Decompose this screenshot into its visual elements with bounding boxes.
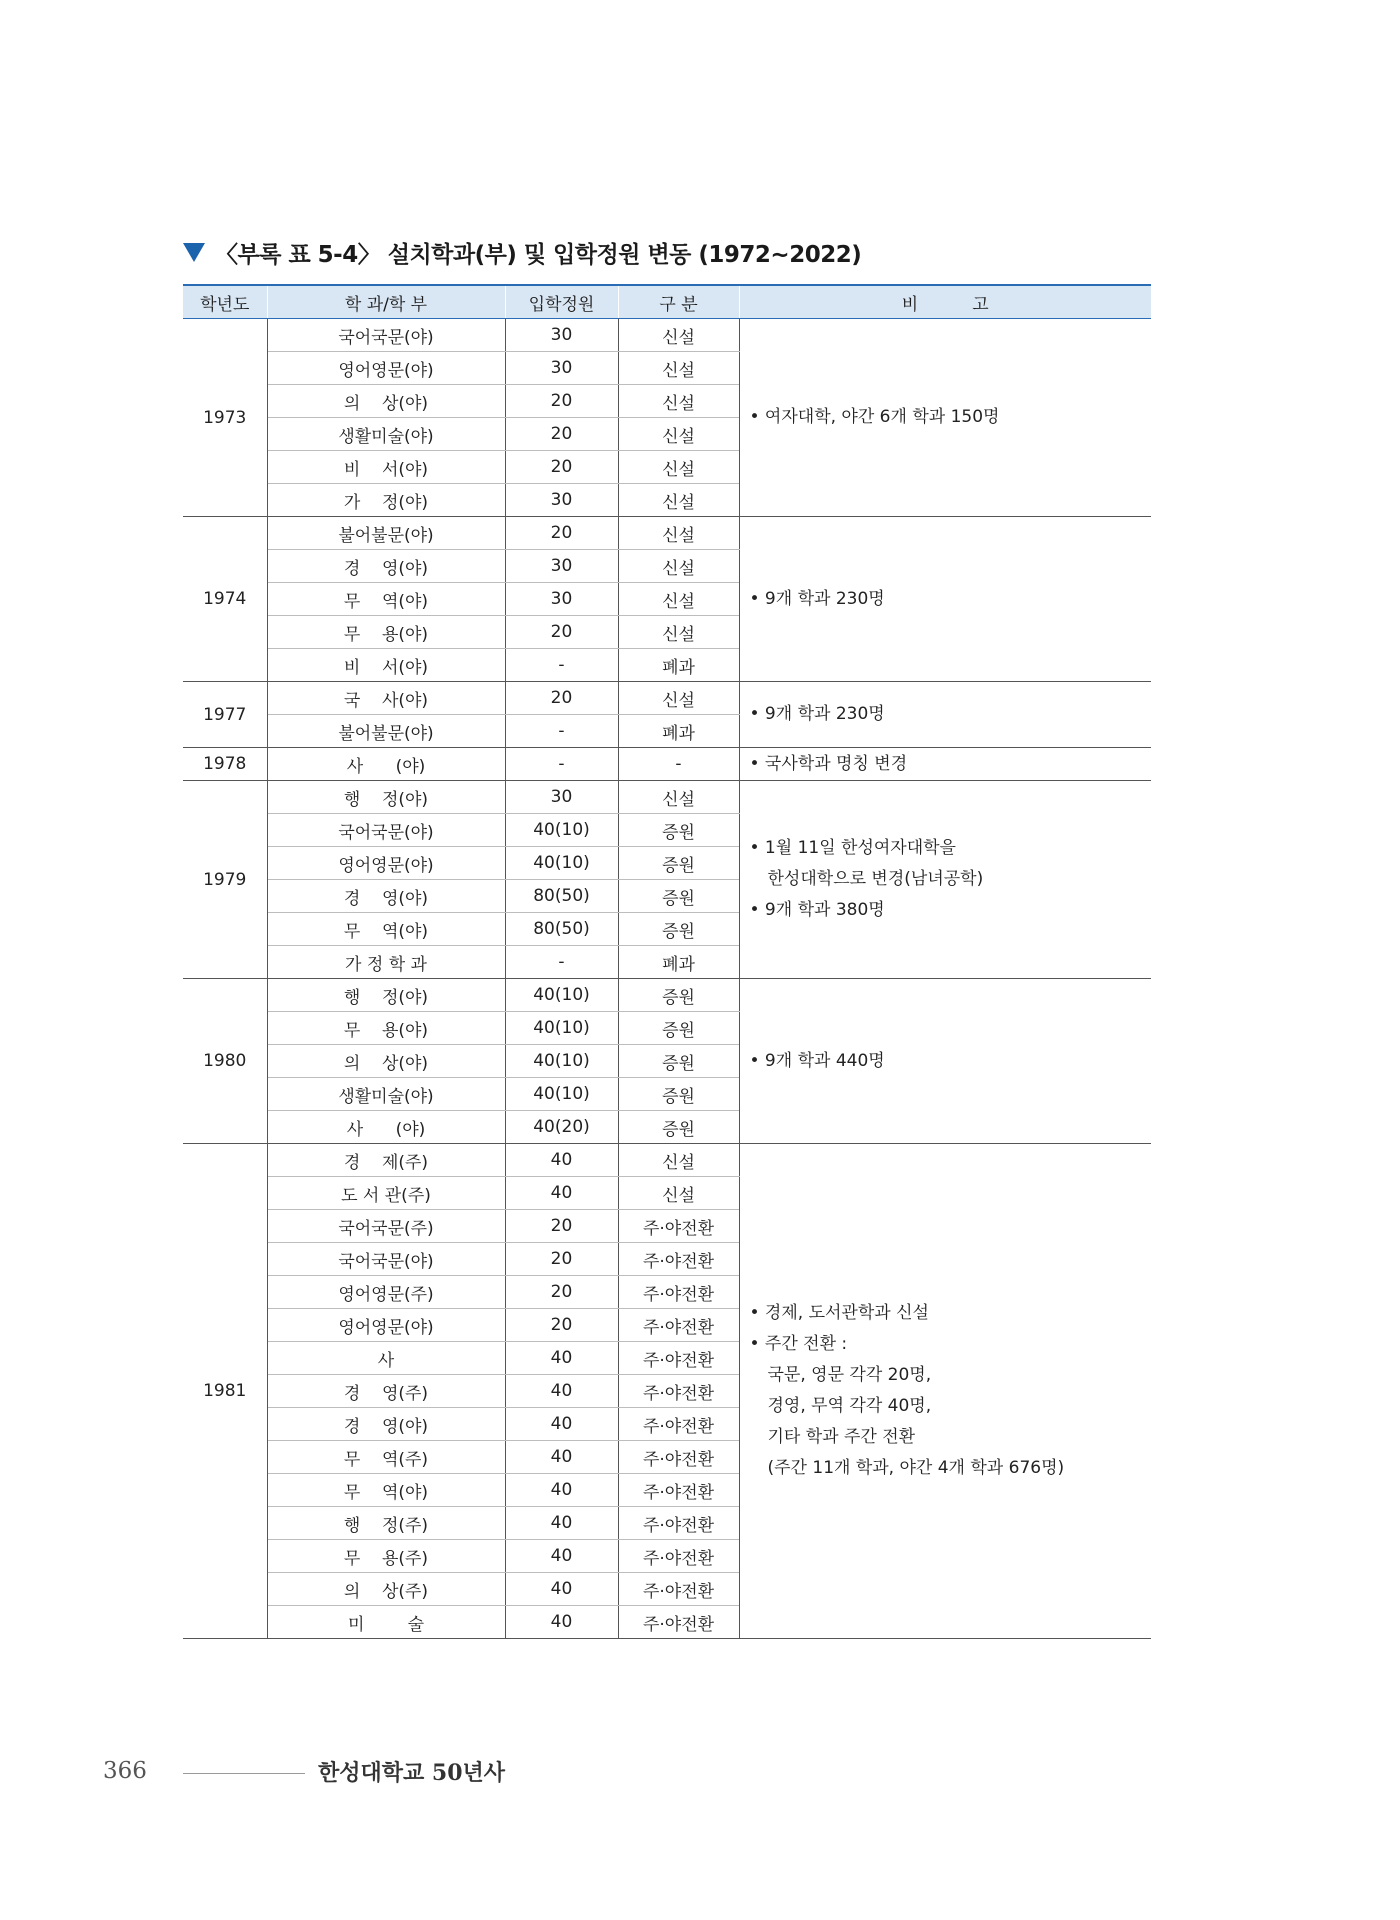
quota-cell: 20	[505, 1210, 618, 1243]
remarks-cell	[739, 682, 1151, 748]
quota-cell: 40	[505, 1177, 618, 1210]
quota-cell: 20	[505, 1276, 618, 1309]
department-cell: 의 상(야)	[267, 385, 505, 418]
department-cell: 영어영문(야)	[267, 847, 505, 880]
remark-line: • 9개 학과 230명	[749, 704, 885, 724]
quota-cell: 40(10)	[505, 847, 618, 880]
table-body	[183, 319, 1151, 1639]
department-cell: 국어국문(야)	[267, 319, 505, 352]
category-cell: 신설	[618, 352, 739, 385]
category-cell: 신설	[618, 418, 739, 451]
category-cell: 신설	[618, 1144, 739, 1177]
department-cell: 사	[267, 1342, 505, 1375]
year-cell: 1977	[183, 682, 267, 748]
quota-cell: -	[505, 946, 618, 979]
table-row	[183, 979, 1151, 1012]
remark-line: • 9개 학과 380명	[749, 900, 885, 920]
enrollment-table	[183, 284, 1151, 1639]
quota-cell: 20	[505, 682, 618, 715]
department-cell: 무 용(주)	[267, 1540, 505, 1573]
quota-cell: 30	[505, 550, 618, 583]
quota-cell: 40(10)	[505, 979, 618, 1012]
quota-cell: 30	[505, 319, 618, 352]
category-cell: 증원	[618, 847, 739, 880]
quota-cell: 40(10)	[505, 1045, 618, 1078]
department-cell: 경 제(주)	[267, 1144, 505, 1177]
quota-cell: 80(50)	[505, 913, 618, 946]
department-cell: 국어국문(주)	[267, 1210, 505, 1243]
category-cell: 폐과	[618, 715, 739, 748]
category-cell: 주·야전환	[618, 1441, 739, 1474]
quota-cell: 20	[505, 418, 618, 451]
remarks-cell	[739, 319, 1151, 517]
department-cell: 생활미술(야)	[267, 1078, 505, 1111]
category-cell: 주·야전환	[618, 1342, 739, 1375]
category-cell: 주·야전환	[618, 1474, 739, 1507]
header-remarks: 비 고	[739, 285, 1151, 319]
quota-cell: 40(20)	[505, 1111, 618, 1144]
year-cell: 1980	[183, 979, 267, 1144]
department-cell: 도 서 관(주)	[267, 1177, 505, 1210]
category-cell: 신설	[618, 781, 739, 814]
department-cell: 국어국문(야)	[267, 1243, 505, 1276]
department-cell: 미 술	[267, 1606, 505, 1639]
quota-cell: 40	[505, 1606, 618, 1639]
table-row	[183, 517, 1151, 550]
category-cell: 신설	[618, 1177, 739, 1210]
department-cell: 무 용(야)	[267, 1012, 505, 1045]
department-cell: 가 정 학 과	[267, 946, 505, 979]
header-quota: 입학정원	[505, 285, 618, 319]
quota-cell: 40	[505, 1342, 618, 1375]
quota-cell: -	[505, 649, 618, 682]
footer-divider	[183, 1773, 305, 1774]
department-cell: 불어불문(야)	[267, 517, 505, 550]
year-cell: 1973	[183, 319, 267, 517]
category-cell: 신설	[618, 682, 739, 715]
category-cell: 신설	[618, 451, 739, 484]
quota-cell: 40	[505, 1573, 618, 1606]
category-cell: 증원	[618, 1012, 739, 1045]
remark-line: • 1월 11일 한성여자대학을	[749, 838, 956, 858]
category-cell: 증원	[618, 814, 739, 847]
remarks-cell	[739, 517, 1151, 682]
quota-cell: 20	[505, 451, 618, 484]
remarks-cell	[739, 1144, 1151, 1639]
category-cell: 증원	[618, 913, 739, 946]
header-category: 구 분	[618, 285, 739, 319]
department-cell: 국어국문(야)	[267, 814, 505, 847]
quota-cell: -	[505, 715, 618, 748]
quota-cell: 40	[505, 1540, 618, 1573]
department-cell: 영어영문(야)	[267, 1309, 505, 1342]
department-cell: 행 정(야)	[267, 979, 505, 1012]
remark-line: • 9개 학과 230명	[749, 588, 885, 609]
department-cell: 무 역(야)	[267, 1474, 505, 1507]
quota-cell: 30	[505, 781, 618, 814]
table-header-row	[183, 285, 1151, 319]
department-cell: 행 정(주)	[267, 1507, 505, 1540]
quota-cell: 40(10)	[505, 1078, 618, 1111]
book-title: 한성대학교 50년사	[318, 1760, 506, 1786]
department-cell: 사 (야)	[267, 748, 505, 781]
department-cell: 사 (야)	[267, 1111, 505, 1144]
quota-cell: -	[505, 748, 618, 781]
table-row	[183, 748, 1151, 781]
quota-cell: 40(10)	[505, 814, 618, 847]
category-cell: 신설	[618, 484, 739, 517]
category-cell: 폐과	[618, 649, 739, 682]
category-cell: 신설	[618, 583, 739, 616]
remark-line: 기타 학과 주간 전환	[767, 1427, 916, 1447]
category-cell: 증원	[618, 979, 739, 1012]
department-cell: 무 용(야)	[267, 616, 505, 649]
category-cell: 주·야전환	[618, 1573, 739, 1606]
department-cell: 의 상(주)	[267, 1573, 505, 1606]
department-cell: 경 영(야)	[267, 880, 505, 913]
table-row	[183, 682, 1151, 715]
table-title	[183, 236, 861, 268]
category-cell: 신설	[618, 385, 739, 418]
department-cell: 무 역(야)	[267, 583, 505, 616]
quota-cell: 40	[505, 1441, 618, 1474]
table-row	[183, 319, 1151, 352]
category-cell: 주·야전환	[618, 1210, 739, 1243]
department-cell: 영어영문(야)	[267, 352, 505, 385]
category-cell: 신설	[618, 517, 739, 550]
category-cell: 주·야전환	[618, 1243, 739, 1276]
quota-cell: 30	[505, 484, 618, 517]
department-cell: 가 정(야)	[267, 484, 505, 517]
category-cell: 주·야전환	[618, 1606, 739, 1639]
year-cell: 1981	[183, 1144, 267, 1639]
triangle-marker-icon	[183, 243, 205, 262]
category-cell: 주·야전환	[618, 1507, 739, 1540]
remarks-cell	[739, 748, 1151, 781]
category-cell: 폐과	[618, 946, 739, 979]
remarks-cell	[739, 781, 1151, 979]
department-cell: 국 사(야)	[267, 682, 505, 715]
department-cell: 의 상(야)	[267, 1045, 505, 1078]
department-cell: 영어영문(주)	[267, 1276, 505, 1309]
quota-cell: 40	[505, 1408, 618, 1441]
table-row	[183, 781, 1151, 814]
category-cell: 신설	[618, 616, 739, 649]
category-cell: 증원	[618, 1111, 739, 1144]
department-cell: 불어불문(야)	[267, 715, 505, 748]
department-cell: 비 서(야)	[267, 451, 505, 484]
quota-cell: 40	[505, 1375, 618, 1408]
remark-line: • 경제, 도서관학과 신설	[749, 1303, 929, 1323]
header-year: 학년도	[183, 285, 267, 319]
table-row	[183, 1144, 1151, 1177]
quota-cell: 30	[505, 583, 618, 616]
remark-line: 국문, 영문 각각 20명,	[767, 1365, 932, 1385]
category-cell: 주·야전환	[618, 1375, 739, 1408]
department-cell: 경 영(주)	[267, 1375, 505, 1408]
category-cell: 주·야전환	[618, 1309, 739, 1342]
category-cell: 신설	[618, 550, 739, 583]
quota-cell: 20	[505, 1309, 618, 1342]
remark-line: • 국사학과 명칭 변경	[749, 753, 908, 774]
header-department: 학 과/학 부	[267, 285, 505, 319]
category-cell: 주·야전환	[618, 1276, 739, 1309]
remark-line: 경영, 무역 각각 40명,	[767, 1396, 932, 1416]
department-cell: 무 역(야)	[267, 913, 505, 946]
year-cell: 1974	[183, 517, 267, 682]
remark-line: 한성대학으로 변경(남녀공학)	[767, 869, 984, 889]
department-cell: 생활미술(야)	[267, 418, 505, 451]
quota-cell: 20	[505, 517, 618, 550]
remark-line: (주간 11개 학과, 야간 4개 학과 676명)	[767, 1458, 1065, 1478]
category-cell: 신설	[618, 319, 739, 352]
year-cell: 1979	[183, 781, 267, 979]
remark-line: • 여자대학, 야간 6개 학과 150명	[749, 407, 1000, 427]
remark-line: • 9개 학과 440명	[749, 1050, 885, 1071]
quota-cell: 20	[505, 1243, 618, 1276]
department-cell: 경 영(야)	[267, 1408, 505, 1441]
quota-cell: 80(50)	[505, 880, 618, 913]
page-number: 366	[103, 1758, 147, 1784]
quota-cell: 20	[505, 385, 618, 418]
quota-cell: 40	[505, 1507, 618, 1540]
department-cell: 경 영(야)	[267, 550, 505, 583]
remarks-cell	[739, 979, 1151, 1144]
category-cell: 주·야전환	[618, 1408, 739, 1441]
quota-cell: 40(10)	[505, 1012, 618, 1045]
department-cell: 비 서(야)	[267, 649, 505, 682]
category-cell: 증원	[618, 1078, 739, 1111]
category-cell: 증원	[618, 1045, 739, 1078]
table-title-text: 〈부록 표 5-4〉 설치학과(부) 및 입학정원 변동 (1972~2022)	[215, 241, 862, 268]
quota-cell: 30	[505, 352, 618, 385]
remark-line: • 주간 전환 :	[749, 1334, 848, 1354]
quota-cell: 20	[505, 616, 618, 649]
category-cell: 증원	[618, 880, 739, 913]
year-cell: 1978	[183, 748, 267, 781]
category-cell: -	[618, 748, 739, 781]
category-cell: 주·야전환	[618, 1540, 739, 1573]
department-cell: 무 역(주)	[267, 1441, 505, 1474]
department-cell: 행 정(야)	[267, 781, 505, 814]
quota-cell: 40	[505, 1474, 618, 1507]
quota-cell: 40	[505, 1144, 618, 1177]
